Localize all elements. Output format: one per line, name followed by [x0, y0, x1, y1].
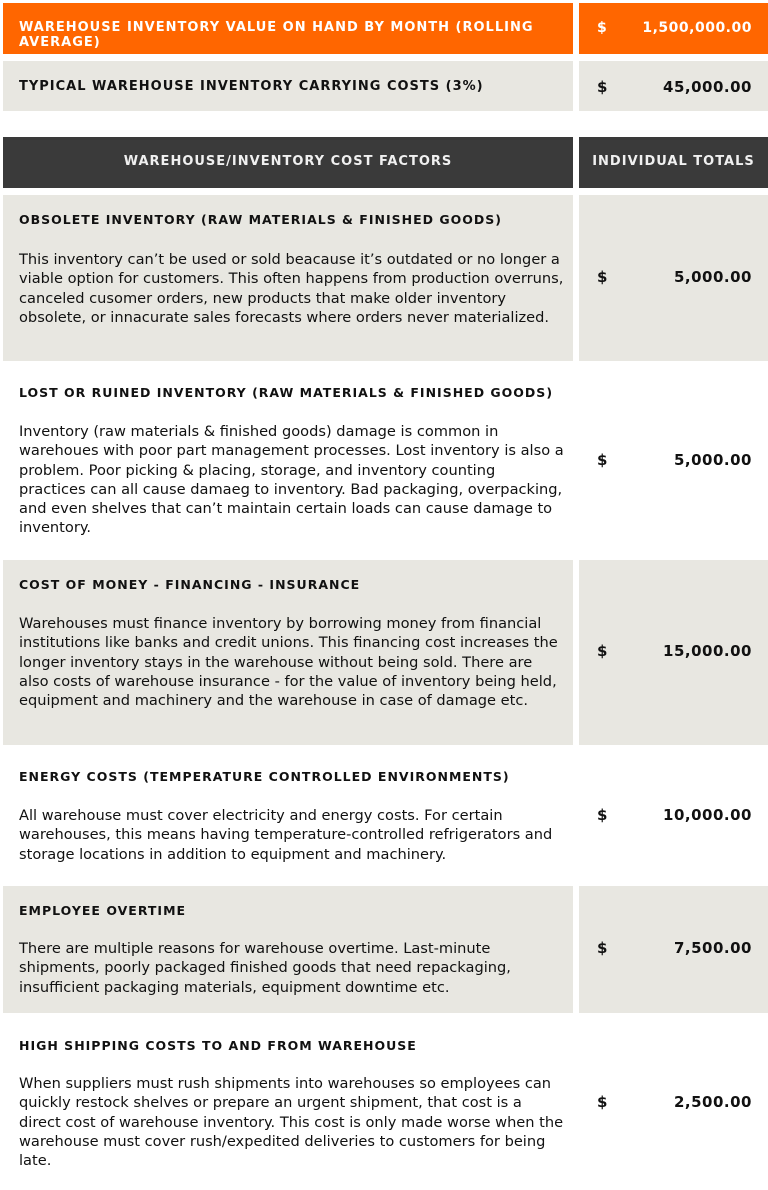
- header-totals: INDIVIDUAL TOTALS: [592, 154, 755, 169]
- carrying-costs-label: TYPICAL WAREHOUSE INVENTORY CARRYING COSTS (3%): [19, 79, 484, 94]
- total-cell: [579, 886, 768, 1013]
- table-row: [3, 751, 768, 879]
- carrying-costs-row: [3, 61, 768, 111]
- factor-title: OBSOLETE INVENTORY (RAW MATERIALS & FINISHED GOODS): [19, 212, 502, 227]
- carrying-costs-label-cell: [3, 61, 573, 111]
- header-factors-cell: [3, 137, 573, 188]
- total-amount: 2,500.00: [673, 1093, 752, 1111]
- table-row: [3, 195, 768, 361]
- table-row: [3, 886, 768, 1013]
- factor-title: ENERGY COSTS (TEMPERATURE CONTROLLED ENVIRONMENTS): [19, 769, 510, 784]
- factor-cell: [3, 560, 573, 745]
- total-amount: 10,000.00: [663, 806, 752, 824]
- total-amount: 5,000.00: [673, 268, 752, 286]
- factor-cell: [3, 1020, 573, 1188]
- total-cell: [579, 1020, 768, 1188]
- factor-description: There are multiple reasons for warehouse overtime. Last-minute shipments, poorly packaged finished goods that need repackaging, insufficient packaging materials, equipment downtime etc.: [19, 940, 511, 996]
- factor-cell: [3, 195, 573, 361]
- total-amount: 15,000.00: [663, 642, 752, 660]
- factor-description: Inventory (raw materials & finished goods) damage is common in warehoues with poor part management processes. Lost inventory is also a problem. Poor picking & placing, storage, and inventory counting practices can all cause damaeg to inventory. Bad packaging, overpacking, and even shelves that can’t maintain certain loads can cause damage to inventory.: [19, 423, 564, 537]
- currency-symbol: $: [597, 806, 608, 824]
- table-row: [3, 1020, 768, 1188]
- inventory-value-label-cell: [3, 3, 573, 54]
- total-cell: [579, 560, 768, 745]
- inventory-value-amount: 1,500,000.00: [642, 20, 752, 36]
- factor-cell: [3, 886, 573, 1013]
- currency-symbol: $: [597, 20, 607, 36]
- factor-description: All warehouse must cover electricity and energy costs. For certain warehouses, this means having temperature-controlled refrigerators and storage locations in addition to equipment and machinery.: [19, 807, 553, 863]
- total-cell: [579, 195, 768, 361]
- total-cell: [579, 751, 768, 879]
- factor-description: This inventory can’t be used or sold beacause it’s outdated or no longer a viable option for customers. This often happens from production overruns, canceled cusomer orders, new products that make older inventory obsolete, or innacurate sales forecasts where orders never materialized.: [19, 251, 564, 326]
- carrying-costs-amount: 45,000.00: [663, 78, 752, 96]
- carrying-costs-amount-cell: [579, 61, 768, 111]
- currency-symbol: $: [597, 78, 608, 96]
- inventory-value-label: WAREHOUSE INVENTORY VALUE ON HAND BY MONTH (ROLLING AVERAGE): [19, 20, 534, 50]
- table-row: [3, 560, 768, 745]
- header-factors: WAREHOUSE/INVENTORY COST FACTORS: [123, 154, 453, 169]
- factor-title: LOST OR RUINED INVENTORY (RAW MATERIALS & FINISHED GOODS): [19, 385, 554, 400]
- inventory-value-amount-cell: [579, 3, 768, 54]
- total-amount: 5,000.00: [673, 451, 752, 469]
- factor-description: Warehouses must finance inventory by borrowing money from financial institutions like banks and credit unions. This financing cost increases the longer inventory stays in the warehouse without being sold. There are also costs of warehouse insurance - for the value of inventory being held, equipment and machinery and the warehouse in case of damage etc.: [19, 615, 558, 710]
- factor-cell: [3, 751, 573, 879]
- total-amount: 7,500.00: [673, 939, 752, 957]
- factor-title: HIGH SHIPPING COSTS TO AND FROM WAREHOUSE: [19, 1038, 417, 1053]
- table-header: [3, 137, 768, 188]
- factor-description: When suppliers must rush shipments into warehouses so employees can quickly restock shelves or prepare an urgent shipment, that cost is a direct cost of warehouse inventory. This cost is only made worse when the warehouse must cover rush/expedited deliveries to customers for being late.: [19, 1075, 564, 1170]
- currency-symbol: $: [597, 451, 608, 469]
- factor-cell: [3, 367, 573, 553]
- currency-symbol: $: [597, 642, 608, 660]
- currency-symbol: $: [597, 268, 608, 286]
- factor-title: EMPLOYEE OVERTIME: [19, 903, 187, 918]
- currency-symbol: $: [597, 1093, 608, 1111]
- currency-symbol: $: [597, 939, 608, 957]
- inventory-value-row: [3, 3, 768, 54]
- total-cell: [579, 367, 768, 553]
- header-totals-cell: [579, 137, 768, 188]
- factor-title: COST OF MONEY - FINANCING - INSURANCE: [19, 577, 361, 592]
- table-row: [3, 367, 768, 553]
